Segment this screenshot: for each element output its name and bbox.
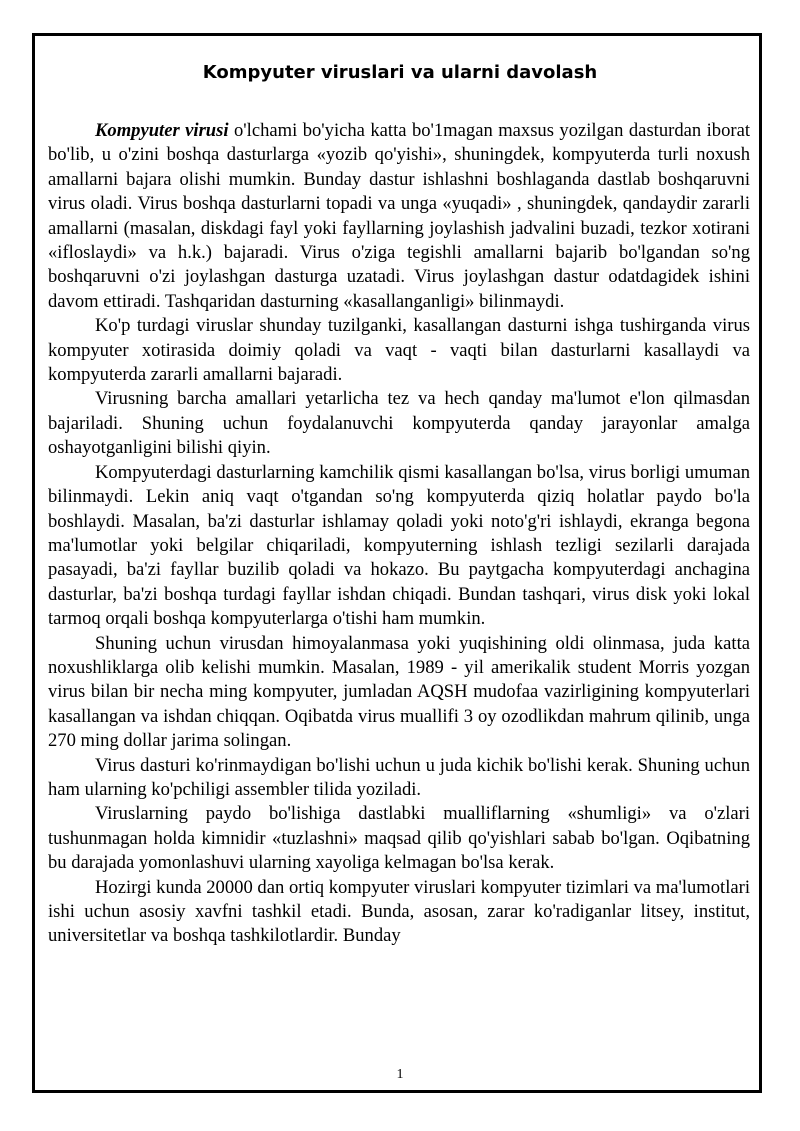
paragraph-text: o'lchami bo'yicha katta bo'1magan maxsus yozilgan dasturdan iborat bo'lib, u o'zini boshqa dasturlarga «yozib qo'yishi», shuningdek, kompyuterda turli noxush amallarni bajara olishi mumkin. Bunday dastur ishlashni boshlaganda dastlab boshqaruvni virus oladi. Virus boshqa dasturlarni topadi va unga «yuqadi» , shuningdek, qandaydir zararli amallarni (masalan, diskdagi fayl yoki fayllarning joylashish jadvalini buzadi, tezkor xotirani «ifloslaydi» va h.k.) bajaradi. Virus o'ziga tegishli amallarni bajarib bo'lgandan so'ng boshqaruvni o'zi joylashgan dasturga uzatadi. Virus joylashgan dastur odatdagidek ishini davom ettiradi. Tashqaridan dasturning «kasallanganligi» bilinmaydi. <box>48 120 750 312</box>
page-number: 1 <box>396 1067 404 1082</box>
document-title: Kompyuter viruslari va ularni davolash <box>202 62 598 83</box>
paragraph: Shuning uchun virusdan himoyalanmasa yoki yuqishining oldi olinmasa, juda katta noxushliklarga olib kelishi mumkin. Masalan, 1989 - yil amerikalik student Morris yozgan virus bilan bir necha ming kompyuter, jumladan AQSH mudofaa vazirligining kompyuterlari kasallangan va ishdan chiqqan. Oqibatda virus muallifi 3 oy ozodlikdan mahrum qilinib, unga 270 ming dollar jarima solingan. <box>48 632 750 752</box>
paragraph: Hozirgi kunda 20000 dan ortiq kompyuter viruslari kompyuter tizimlari va ma'lumotlari ishi uchun asosiy xavfni tashkil etadi. Bunda, asosan, zarar ko'radiganlar litsey, institut, universitetlar va boshqa tashkilotlardir. Bunday <box>48 876 750 947</box>
paragraph <box>48 119 750 314</box>
lead-term: Kompyuter virusi <box>95 120 229 141</box>
paragraph: Virusning barcha amallari yetarlicha tez va hech qanday ma'lumot e'lon qilmasdan bajariladi. Shuning uchun foydalanuvchi kompyuterda qanday jarayonlar amalga oshayotganligini bilishi qiyin. <box>48 388 750 459</box>
paragraph: Kompyuterdagi dasturlarning kamchilik qismi kasallangan bo'lsa, virus borligi umuman bilinmaydi. Lekin aniq vaqt o'tgandan so'ng kompyuterda qiziq holatlar paydo bo'la boshlaydi. Masalan, ba'zi dasturlar ishlamay qoladi yoki noto'g'ri ishlaydi, ekranga begona ma'lumotlar yoki belgilar chiqariladi, kompyuterning ishlash tezligi sezilarli darajada pasayadi, ba'zi fayllar buzilib qoladi va hokazo. Bu paytgacha kompyuterdagi anchagina dasturlar, ba'zi boshqa turdagi fayllar ishdan chiqadi. Bundan tashqari, virus disk yoki lokal tarmoq orqali boshqa kompyuterlarga o'tishi ham mumkin. <box>48 461 750 630</box>
paragraph: Ko'p turdagi viruslar shunday tuzilganki, kasallangan dasturni ishga tushirganda virus kompyuter xotirasida doimiy qoladi va vaqt - vaqti bilan dasturlarni kasallaydi va kompyuterda zararli amallarni bajaradi. <box>48 315 750 386</box>
paragraph: Viruslarning paydo bo'lishiga dastlabki mualliflarning «shumligi» va o'zlari tushunmagan holda kimnidir «tuzlashni» maqsad qilib qo'yishlari sabab bo'lgan. Oqibatning bu darajada yomonlashuvi ularning xayoliga kelmagan bo'lsa kerak. <box>48 803 750 874</box>
paragraph: Virus dasturi ko'rinmaydigan bo'lishi uchun u juda kichik bo'lishi kerak. Shuning uchun ham ularning ko'pchiligi assembler tilida yoziladi. <box>48 754 750 800</box>
document-body <box>48 119 750 949</box>
